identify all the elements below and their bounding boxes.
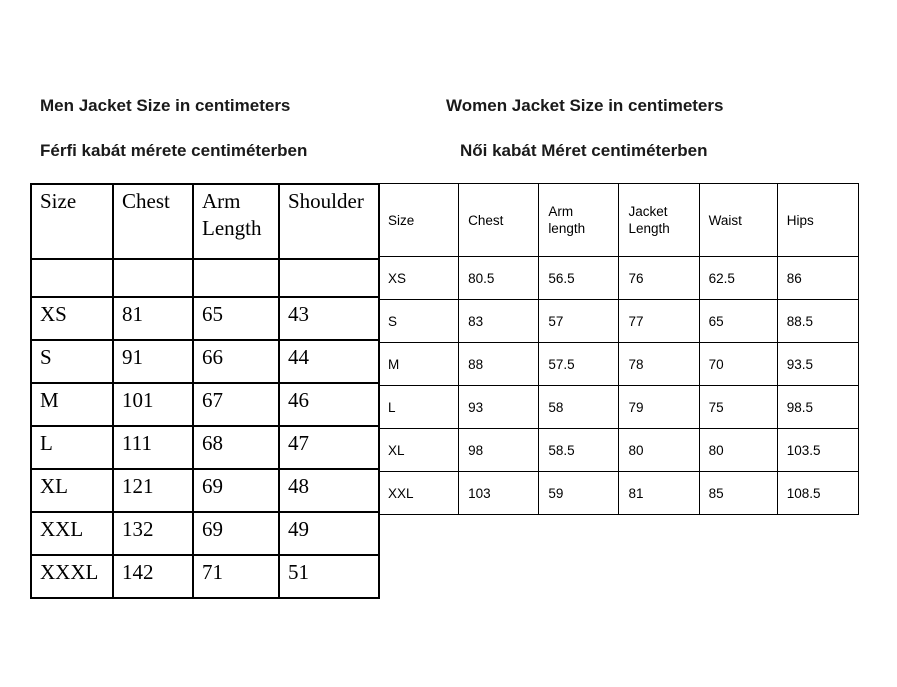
table-cell: 79: [619, 386, 699, 429]
table-cell: 62.5: [699, 257, 777, 300]
table-row: [379, 257, 859, 300]
column-header: Jacket Length: [619, 184, 699, 257]
table-cell: S: [379, 300, 459, 343]
table-cell: 57.5: [539, 343, 619, 386]
table-cell: 81: [113, 297, 193, 340]
table-row: [31, 383, 379, 426]
column-header: Shoulder: [279, 184, 379, 259]
table-cell: 132: [113, 512, 193, 555]
column-header: Arm length: [539, 184, 619, 257]
table-row: [379, 472, 859, 515]
table-cell: 101: [113, 383, 193, 426]
table-cell: 85: [699, 472, 777, 515]
table-row: [379, 386, 859, 429]
women-jacket-size-table: [378, 183, 859, 515]
table-cell: 44: [279, 340, 379, 383]
column-header: Arm Length: [193, 184, 279, 259]
table-cell: 49: [279, 512, 379, 555]
table-cell: 70: [699, 343, 777, 386]
table-cell: 58.5: [539, 429, 619, 472]
table-cell: 59: [539, 472, 619, 515]
table-cell: 69: [193, 469, 279, 512]
column-header: Chest: [459, 184, 539, 257]
table-cell: 80.5: [459, 257, 539, 300]
table-cell: 108.5: [777, 472, 858, 515]
table-cell: 80: [699, 429, 777, 472]
women-table-header: [379, 184, 859, 257]
women-table-title-english: Women Jacket Size in centimeters: [446, 96, 724, 115]
men-table-title-hungarian: Férfi kabát mérete centiméterben: [40, 141, 308, 160]
table-cell: 76: [619, 257, 699, 300]
table-cell: 86: [777, 257, 858, 300]
table-cell: 93.5: [777, 343, 858, 386]
table-cell: XS: [379, 257, 459, 300]
table-cell: 103: [459, 472, 539, 515]
table-cell: XL: [379, 429, 459, 472]
table-cell: 71: [193, 555, 279, 598]
table-cell: 83: [459, 300, 539, 343]
table-cell: 93: [459, 386, 539, 429]
table-cell: 142: [113, 555, 193, 598]
table-row: [379, 300, 859, 343]
table-cell: S: [31, 340, 113, 383]
table-cell: 68: [193, 426, 279, 469]
table-cell: 75: [699, 386, 777, 429]
men-table-header: [31, 184, 379, 259]
table-cell: L: [31, 426, 113, 469]
column-header: Hips: [777, 184, 858, 257]
table-cell: 98: [459, 429, 539, 472]
table-cell: 51: [279, 555, 379, 598]
table-cell: 69: [193, 512, 279, 555]
table-row: [379, 343, 859, 386]
table-cell: 88.5: [777, 300, 858, 343]
table-cell: L: [379, 386, 459, 429]
table-row: [379, 429, 859, 472]
table-cell: 65: [699, 300, 777, 343]
table-cell: M: [31, 383, 113, 426]
table-cell: [31, 259, 113, 297]
column-header: Size: [31, 184, 113, 259]
table-cell: 58: [539, 386, 619, 429]
column-header: Size: [379, 184, 459, 257]
column-header: Waist: [699, 184, 777, 257]
table-cell: XS: [31, 297, 113, 340]
table-cell: 121: [113, 469, 193, 512]
table-cell: 88: [459, 343, 539, 386]
table-cell: XXL: [31, 512, 113, 555]
table-cell: 48: [279, 469, 379, 512]
table-cell: 67: [193, 383, 279, 426]
table-row: [31, 297, 379, 340]
table-cell: 81: [619, 472, 699, 515]
women-table-body: [379, 257, 859, 515]
men-jacket-size-table: [30, 183, 380, 599]
column-header: Chest: [113, 184, 193, 259]
table-cell: 43: [279, 297, 379, 340]
table-cell: XXL: [379, 472, 459, 515]
table-cell: 98.5: [777, 386, 858, 429]
table-row: [31, 259, 379, 297]
table-cell: [279, 259, 379, 297]
table-row: [31, 512, 379, 555]
table-cell: 65: [193, 297, 279, 340]
table-cell: XL: [31, 469, 113, 512]
table-cell: 46: [279, 383, 379, 426]
table-cell: [193, 259, 279, 297]
table-cell: M: [379, 343, 459, 386]
table-cell: [113, 259, 193, 297]
table-row: [31, 426, 379, 469]
table-row: [31, 555, 379, 598]
table-row: [31, 340, 379, 383]
table-cell: XXXL: [31, 555, 113, 598]
table-cell: 91: [113, 340, 193, 383]
table-cell: 77: [619, 300, 699, 343]
table-cell: 66: [193, 340, 279, 383]
table-row: [31, 469, 379, 512]
women-table-title-hungarian: Női kabát Méret centiméterben: [460, 141, 708, 160]
table-cell: 103.5: [777, 429, 858, 472]
table-cell: 57: [539, 300, 619, 343]
men-table-title-english: Men Jacket Size in centimeters: [40, 96, 291, 115]
table-cell: 111: [113, 426, 193, 469]
table-cell: 47: [279, 426, 379, 469]
table-cell: 78: [619, 343, 699, 386]
table-cell: 80: [619, 429, 699, 472]
table-cell: 56.5: [539, 257, 619, 300]
men-table-body: [31, 259, 379, 598]
